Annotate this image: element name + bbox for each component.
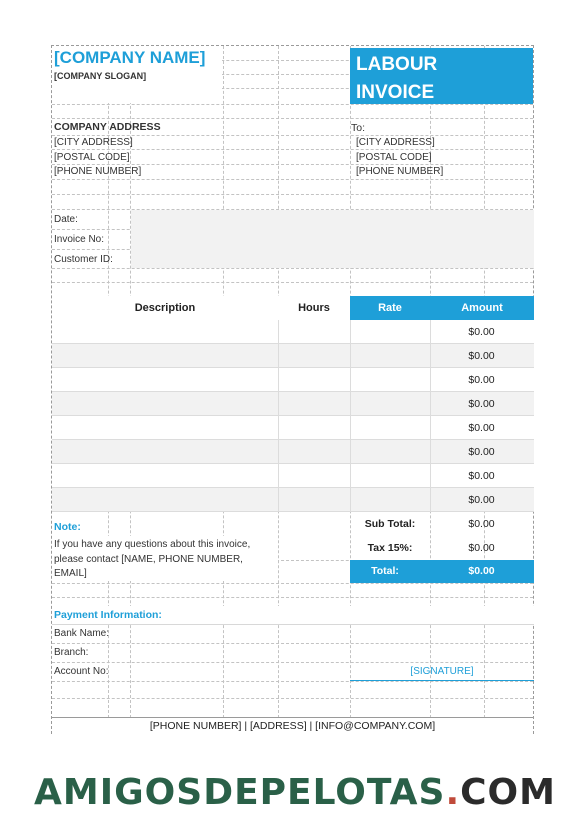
to-label: To:	[351, 122, 366, 134]
note-line-1[interactable]: If you have any questions about this invoice,	[54, 539, 251, 550]
grid-line	[52, 149, 533, 150]
hours-header: Hours	[298, 302, 330, 314]
column-separator	[278, 440, 279, 464]
meta-input-band[interactable]	[131, 210, 534, 268]
row-amount: $0.00	[468, 470, 495, 482]
table-row[interactable]	[52, 440, 534, 464]
column-separator	[278, 344, 279, 368]
row-amount: $0.00	[468, 446, 495, 458]
invoice-sheet	[51, 45, 534, 734]
to-phone[interactable]: [PHONE NUMBER]	[356, 166, 444, 177]
from-city[interactable]: [CITY ADDRESS]	[54, 137, 133, 148]
to-city[interactable]: [CITY ADDRESS]	[356, 137, 435, 148]
column-separator	[350, 392, 351, 416]
column-separator	[278, 488, 279, 512]
grid-line	[52, 282, 533, 283]
customer-id-label: Customer ID:	[54, 254, 113, 265]
column-separator	[350, 488, 351, 512]
note-label: Note:	[54, 521, 81, 533]
grid-line	[52, 118, 533, 119]
watermark-tld: COM	[460, 772, 556, 813]
grid-line	[52, 179, 533, 180]
title-line-1: LABOUR	[356, 54, 438, 75]
table-row[interactable]	[52, 416, 534, 440]
row-amount: $0.00	[468, 422, 495, 434]
column-separator	[350, 368, 351, 392]
table-row[interactable]	[52, 488, 534, 512]
row-amount: $0.00	[468, 374, 495, 386]
payment-info-label: Payment Information:	[54, 609, 162, 621]
column-separator	[278, 320, 279, 344]
from-phone[interactable]: [PHONE NUMBER]	[54, 166, 142, 177]
subtotal-label: Sub Total:	[364, 518, 416, 530]
row-amount: $0.00	[468, 398, 495, 410]
invoice-title	[356, 51, 437, 107]
signature-placeholder[interactable]: [SIGNATURE]	[410, 666, 474, 677]
total-value: $0.00	[468, 565, 495, 577]
description-header: Description	[134, 302, 196, 314]
table-row[interactable]	[52, 344, 534, 368]
bank-name-label: Bank Name:	[54, 628, 110, 639]
grid-line	[52, 135, 533, 136]
watermark-logo	[0, 772, 578, 813]
invoice-title-box	[350, 48, 533, 104]
amount-header: Amount	[430, 296, 534, 320]
column-separator	[350, 440, 351, 464]
grid-line	[52, 194, 533, 195]
title-line-2: INVOICE	[356, 82, 435, 103]
total-label: Total:	[371, 565, 399, 577]
column-separator	[350, 416, 351, 440]
grid-line	[52, 643, 533, 644]
signature-line	[350, 680, 534, 681]
column-separator	[350, 344, 351, 368]
column-separator	[278, 464, 279, 488]
row-amount: $0.00	[468, 350, 495, 362]
grid-line	[52, 583, 533, 584]
grid-line	[52, 268, 533, 269]
grid-line	[52, 662, 533, 663]
subtotal-value: $0.00	[468, 518, 495, 530]
column-separator	[278, 416, 279, 440]
table-row[interactable]	[52, 368, 534, 392]
column-separator	[278, 368, 279, 392]
grid-line	[52, 164, 533, 165]
rate-header: Rate	[350, 296, 430, 320]
column-separator	[350, 464, 351, 488]
column-separator	[350, 320, 351, 344]
note-line-2[interactable]: please contact [NAME, PHONE NUMBER,	[54, 554, 243, 565]
grid-line	[52, 681, 533, 682]
grid-line	[52, 104, 533, 105]
company-address-label[interactable]: COMPANY ADDRESS	[54, 121, 161, 133]
date-label: Date:	[54, 214, 78, 225]
tax-value: $0.00	[468, 542, 495, 554]
footer-contact: [PHONE NUMBER] | [ADDRESS] | [INFO@COMPANY.COM]	[52, 717, 533, 735]
watermark-text: AMIGOSDEPELOTAS	[34, 772, 446, 813]
tax-label: Tax 15%:	[367, 542, 413, 554]
to-postal[interactable]: [POSTAL CODE]	[356, 152, 432, 163]
table-row[interactable]	[52, 464, 534, 488]
table-row[interactable]	[52, 392, 534, 416]
row-amount: $0.00	[468, 494, 495, 506]
watermark-dot: .	[445, 772, 461, 813]
company-name[interactable]: [COMPANY NAME]	[54, 48, 206, 67]
company-slogan[interactable]: [COMPANY SLOGAN]	[54, 71, 147, 81]
note-line-3[interactable]: EMAIL]	[54, 568, 87, 579]
grid-line	[52, 597, 533, 598]
invoice-no-label: Invoice No:	[54, 234, 105, 245]
column-separator	[278, 392, 279, 416]
row-amount: $0.00	[468, 326, 495, 338]
from-postal[interactable]: [POSTAL CODE]	[54, 152, 130, 163]
table-row[interactable]	[52, 320, 534, 344]
branch-label: Branch:	[54, 647, 89, 658]
grid-line	[52, 698, 533, 699]
account-no-label: Account No:	[54, 666, 109, 677]
